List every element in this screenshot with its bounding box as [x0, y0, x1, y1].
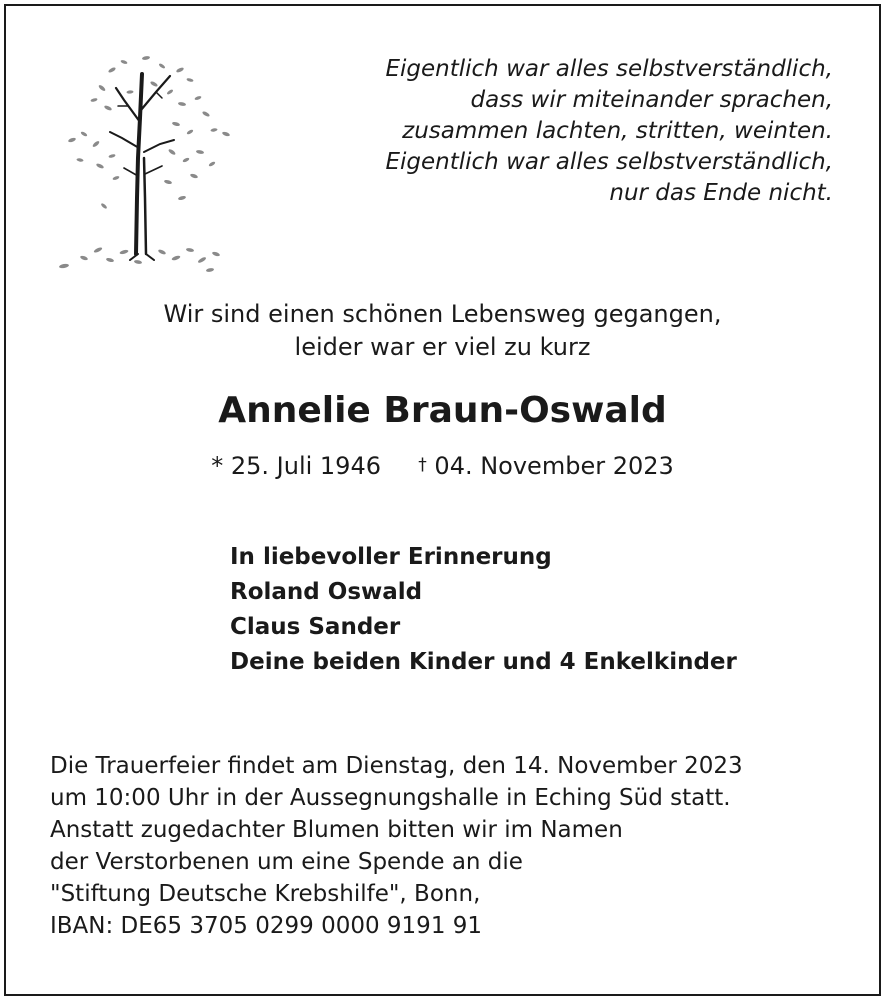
poem-line: Eigentlich war alles selbstverständlich, [385, 149, 833, 175]
poem [385, 54, 833, 209]
death-symbol: † [418, 455, 427, 475]
mourner-line: Claus Sander [230, 614, 401, 640]
notice-line: der Verstorbenen um eine Spende an die [50, 849, 523, 875]
poem-line: dass wir miteinander sprachen, [470, 87, 833, 113]
poem-line: zusammen lachten, stritten, weinten. [402, 118, 833, 144]
notice-line: IBAN: DE65 3705 0299 0000 9191 91 [50, 913, 483, 939]
mourner-line: Roland Oswald [230, 579, 423, 605]
notice-line: Anstatt zugedachter Blumen bitten wir im Namen [50, 817, 623, 843]
intro-line: Wir sind einen schönen Lebensweg gegangen, [163, 300, 722, 328]
birth-date: 25. Juli 1946 [230, 452, 381, 480]
intro-text [6, 298, 879, 364]
life-dates [6, 452, 879, 480]
mourners [230, 540, 737, 680]
tree-icon [50, 48, 240, 280]
birth-symbol: * [211, 452, 224, 480]
mourner-line: In liebevoller Erinnerung [230, 544, 552, 570]
death-date: 04. November 2023 [434, 452, 674, 480]
intro-line: leider war er viel zu kurz [294, 333, 591, 361]
notice-line: Die Trauerfeier findet am Dienstag, den 14. November 2023 [50, 753, 743, 779]
notice-line: um 10:00 Uhr in der Aussegnungshalle in Eching Süd statt. [50, 785, 731, 811]
poem-line: nur das Ende nicht. [609, 180, 833, 206]
deceased-name: Annelie Braun-Oswald [218, 390, 667, 431]
funeral-notice [50, 750, 743, 942]
mourner-line: Deine beiden Kinder und 4 Enkelkinder [230, 649, 737, 675]
obituary-frame [4, 4, 881, 996]
poem-line: Eigentlich war alles selbstverständlich, [385, 56, 833, 82]
notice-line: "Stiftung Deutsche Krebshilfe", Bonn, [50, 881, 481, 907]
